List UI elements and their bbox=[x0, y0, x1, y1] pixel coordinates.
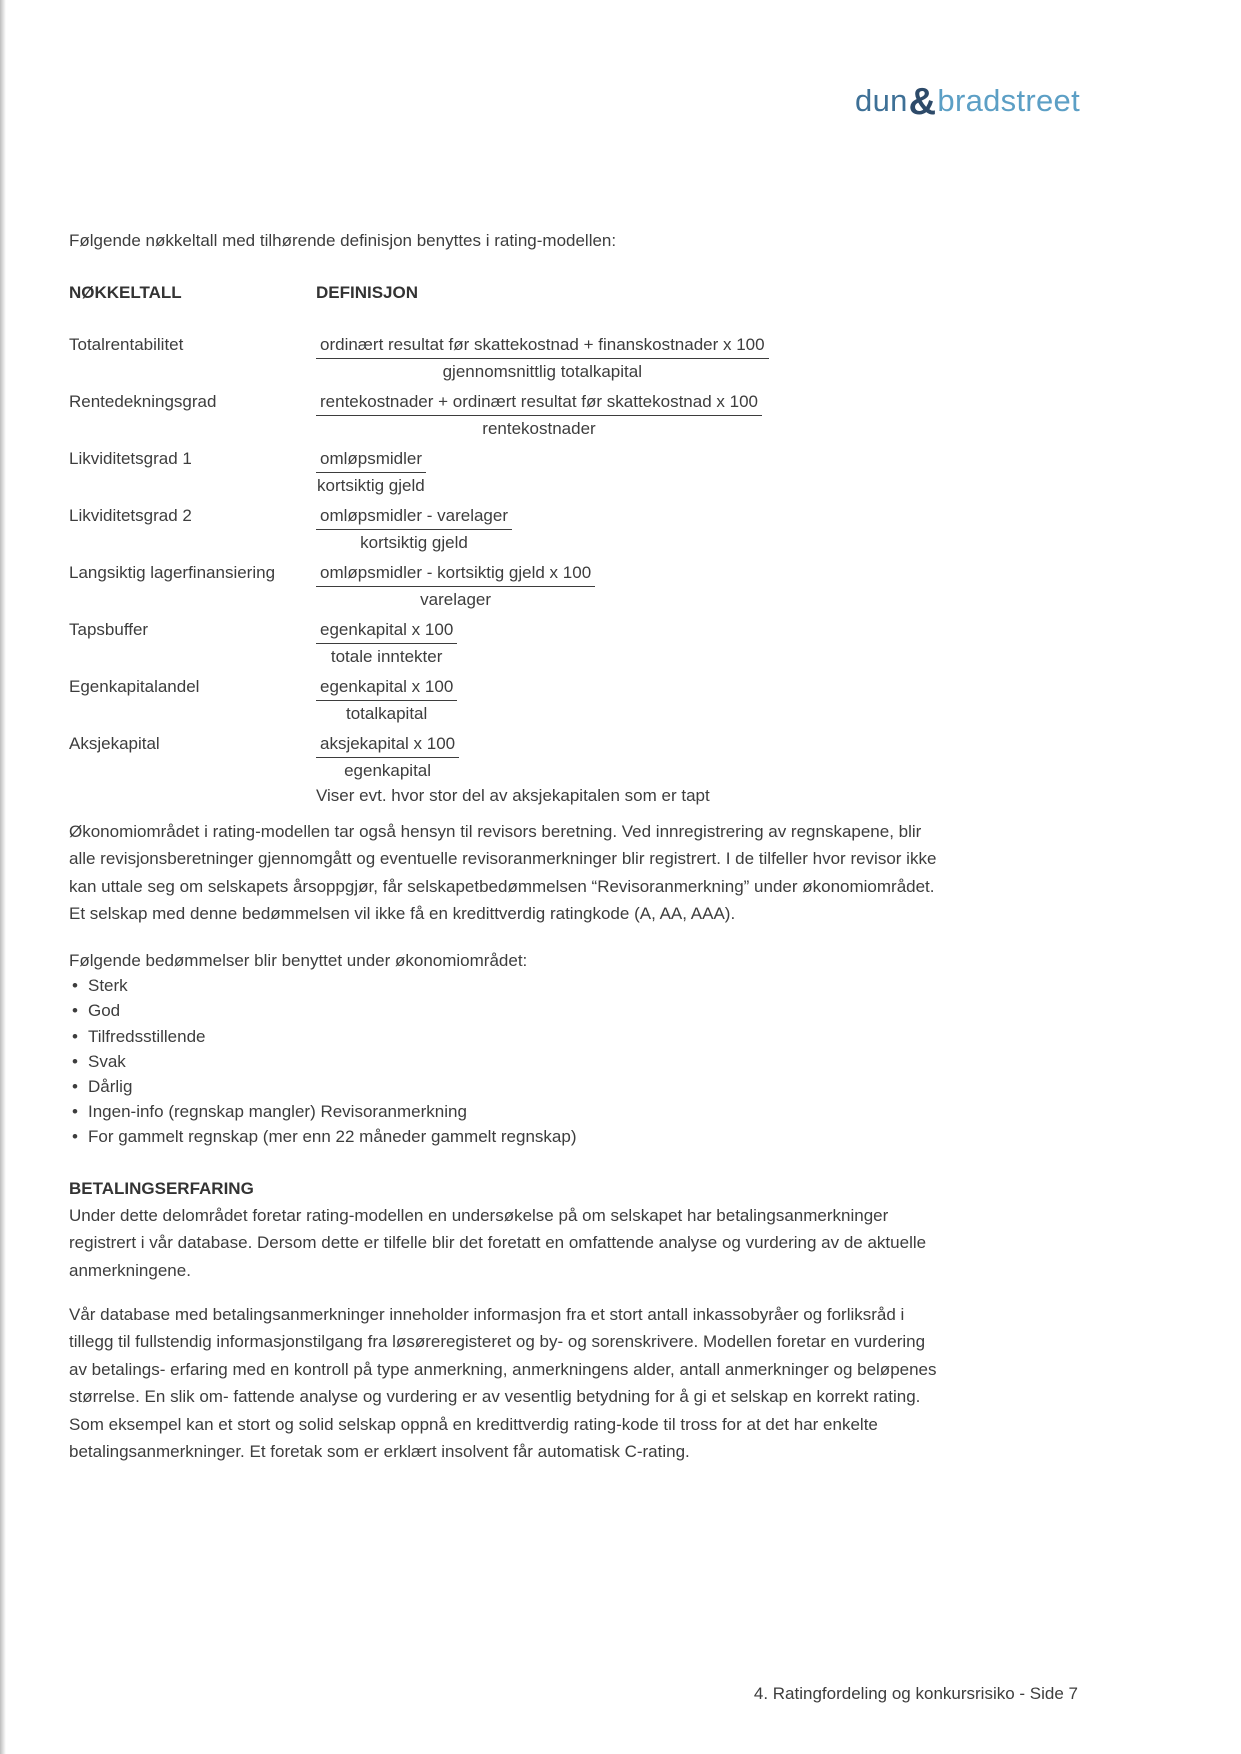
table-row bbox=[69, 392, 950, 439]
column-header-definisjon: DEFINISJON bbox=[316, 283, 419, 302]
bullet-icon: • bbox=[72, 1102, 78, 1122]
key-figure-label: Likviditetsgrad 1 bbox=[69, 449, 192, 468]
table-header-row bbox=[69, 283, 950, 303]
page-footer: 4. Ratingfordeling og konkursrisiko - Side 7 bbox=[753, 1684, 1078, 1703]
dun-bradstreet-logo bbox=[855, 78, 1080, 121]
table-row bbox=[69, 677, 950, 724]
assessment-item-label: Svak bbox=[88, 1051, 126, 1071]
payment-paragraph-1: Under dette delområdet foretar rating-modellen en undersøkelse på om selskapet har betalingsanmerkninger registrert i vår database. Dersom dette er tilfelle blir det foretatt en omfattende analyse og vurdering av de aktuelle anmerkningene. bbox=[69, 1206, 927, 1280]
formula-fraction bbox=[316, 620, 457, 667]
assessment-item bbox=[69, 1024, 943, 1049]
assessment-item-label: God bbox=[88, 1001, 121, 1021]
assessment-item-label: Ingen-info (regnskap mangler) Revisoranmerkning bbox=[88, 1102, 467, 1122]
formula-denominator: egenkapital bbox=[344, 761, 432, 780]
formula-numerator: omløpsmidler bbox=[316, 449, 426, 473]
table-row bbox=[69, 335, 950, 382]
key-figure-label: Langsiktig lagerfinansiering bbox=[69, 563, 276, 582]
table-row bbox=[69, 563, 950, 610]
formula-numerator: egenkapital x 100 bbox=[316, 620, 457, 644]
key-figure-label: Tapsbuffer bbox=[69, 620, 149, 639]
assessment-item-label: For gammelt regnskap (mer enn 22 måneder gammelt regnskap) bbox=[88, 1127, 577, 1147]
formula-denominator: gjennomsnittlig totalkapital bbox=[442, 362, 642, 381]
assessment-list-section bbox=[69, 948, 943, 1150]
assessment-item-label: Sterk bbox=[88, 976, 128, 996]
formula-numerator: egenkapital x 100 bbox=[316, 677, 457, 701]
formula-numerator: omløpsmidler - varelager bbox=[316, 506, 512, 530]
table-row bbox=[69, 734, 950, 781]
logo-text-dun: dun bbox=[855, 83, 908, 118]
section-heading-betalingserfaring: BETALINGSERFARING bbox=[69, 1179, 254, 1198]
table-row bbox=[69, 620, 950, 667]
logo-ampersand-icon: & bbox=[908, 81, 937, 123]
formula-numerator: omløpsmidler - kortsiktig gjeld x 100 bbox=[316, 563, 595, 587]
assessment-item bbox=[69, 1049, 943, 1074]
formula-numerator: rentekostnader + ordinært resultat før skattekostnad x 100 bbox=[316, 392, 762, 416]
formula-fraction bbox=[316, 506, 512, 553]
table-row bbox=[69, 506, 950, 553]
key-figure-label: Rentedekningsgrad bbox=[69, 392, 217, 411]
formula-fraction bbox=[316, 392, 762, 439]
payment-paragraph-2: Vår database med betalingsanmerkninger inneholder informasjon fra et stort antall inkassobyråer og forliksråd i tillegg til fullstendig informasjonstilgang fra løsøreregisteret og by- og sorenskrivere. Modellen foretar en vurdering av betalings- erfaring med en kontroll på type anmerkning, anmerkningens alder, antall anmerkninger og beløpenes størrelse. En slik om- fattende analyse og vurdering er av vesentlig betydning for å gi et selskap en korrekt rating. Som eksempel kan et stort og solid selskap oppnå en kredittverdig rating-kode til tross for at det har enkelte betalingsanmerkninger. Et foretak som er erklært insolvent får automatisk C-rating. bbox=[69, 1305, 937, 1462]
assessment-item-label: Dårlig bbox=[88, 1077, 133, 1097]
key-figure-label: Totalrentabilitet bbox=[69, 335, 184, 354]
assessment-item bbox=[69, 1124, 943, 1149]
assessment-item bbox=[69, 973, 943, 998]
bullet-icon: • bbox=[72, 976, 78, 996]
aksjekapital-note: Viser evt. hvor stor del av aksjekapitalen som er tapt bbox=[316, 786, 710, 805]
page-left-edge-shadow bbox=[0, 0, 6, 1754]
formula-denominator: varelager bbox=[420, 590, 492, 609]
column-header-nokkeltall: NØKKELTALL bbox=[69, 283, 182, 302]
assessment-list-intro: Følgende bedømmelser blir benyttet under økonomiområdet: bbox=[69, 951, 528, 970]
intro-text: Følgende nøkkeltall med tilhørende definisjon benyttes i rating-modellen: bbox=[69, 231, 617, 250]
assessment-item bbox=[69, 1099, 943, 1124]
bullet-icon: • bbox=[72, 1127, 78, 1147]
assessment-list bbox=[69, 973, 943, 1149]
bullet-icon: • bbox=[72, 1001, 78, 1021]
formula-fraction bbox=[316, 734, 459, 781]
formula-numerator: ordinært resultat før skattekostnad + finanskostnader x 100 bbox=[316, 335, 769, 359]
formula-fraction bbox=[316, 449, 426, 496]
formula-fraction bbox=[316, 335, 769, 382]
formula-denominator: rentekostnader bbox=[482, 419, 596, 438]
formula-fraction bbox=[316, 563, 595, 610]
logo-text-bradstreet: bradstreet bbox=[937, 83, 1080, 118]
key-figure-label: Egenkapitalandel bbox=[69, 677, 200, 696]
key-figure-label: Aksjekapital bbox=[69, 734, 160, 753]
formula-denominator: kortsiktig gjeld bbox=[360, 533, 468, 552]
formula-denominator: totalkapital bbox=[346, 704, 428, 723]
economy-paragraph: Økonomiområdet i rating-modellen tar også hensyn til revisors beretning. Ved innregistrering av regnskapene, blir alle revisjonsberetninger gjennomgått og eventuelle revisoranmerkninger blir registrert. I de tilfeller hvor revisor ikke kan uttale seg om selskapets årsoppgjør, får selskapetbedømmelsen “Revisoranmerkning” under økonomiområdet. Et selskap med denne bedømmelsen vil ikke få en kredittverdig ratingkode (A, AA, AAA). bbox=[69, 822, 937, 924]
table-row bbox=[69, 449, 950, 496]
formula-denominator: totale inntekter bbox=[330, 647, 443, 666]
formula-fraction bbox=[316, 677, 457, 724]
bullet-icon: • bbox=[72, 1026, 78, 1046]
assessment-item bbox=[69, 1074, 943, 1099]
payment-experience-section bbox=[69, 1176, 943, 1284]
bullet-icon: • bbox=[72, 1051, 78, 1071]
formula-numerator: aksjekapital x 100 bbox=[316, 734, 459, 758]
key-figures-table bbox=[69, 283, 950, 807]
key-figure-label: Likviditetsgrad 2 bbox=[69, 506, 192, 525]
assessment-item-label: Tilfredsstillende bbox=[88, 1026, 206, 1046]
assessment-item bbox=[69, 998, 943, 1023]
bullet-icon: • bbox=[72, 1077, 78, 1097]
formula-denominator: kortsiktig gjeld bbox=[317, 476, 425, 495]
